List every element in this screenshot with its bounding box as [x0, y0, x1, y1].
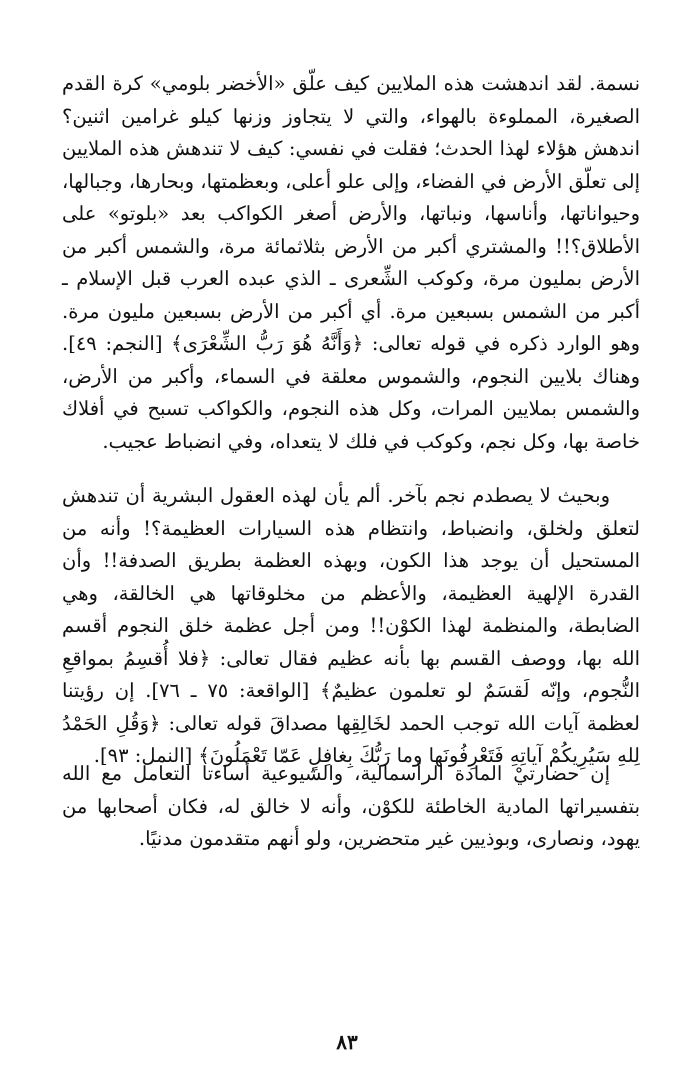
body-paragraph [62, 758, 640, 856]
body-paragraph [62, 480, 640, 773]
paragraph-text: نسمة. لقد اندهشت هذه الملايين كيف علّق «الأخضر بلومي» كرة القدم الصغيرة، المملوءة بالهواء، والتي لا يتجاوز وزنها كيلو غرامين اثنين؟ اندهش هؤلاء لهذا الحدث؛ فقلت في نفسي: كيف لا تندهش هذه الملايين إلى تعلّق الأرض في الفضاء، وإلى علو أعلى، وبعظمتها، وبحارها، وجبالها، وحيواناتها، وأناسها، ونباتها، والأرض أصغر الكواكب بعد «بلوتو» على الأطلاق؟!! والمشتري أكبر من الأرض بثلاثمائة مرة، والشمس أكبر من الأرض بمليون مرة، وكوكب الشِّعرى ـ الذي عبده العرب قبل الإسلام ـ أكبر من الشمس بسبعين مرة. أي أكبر من الأرض بسبعين مليون مرة. وهو الوارد ذكره في قوله تعالى: ﴿وَأَنَّهُ هُوَ رَبُّ الشِّعْرَى﴾ [النجم: ٤٩]. وهناك بلايين النجوم، والشموس معلقة في السماء، وأكبر من الأرض، والشمس بملايين المرات، وكل هذه النجوم، والكواكب تسبح في أفلاك خاصة بها، وكل نجم، وكوكب في فلك لا يتعداه، وفي انضباط عجيب. [62, 72, 640, 453]
page-number: ٨٣ [336, 1030, 358, 1054]
paragraph-text: وبحيث لا يصطدم نجم بآخر. ألم يأن لهذه العقول البشرية أن تندهش لتعلق ولخلق، وانضباط، وانتظام هذه السيارات العظيمة؟! وأنه من المستحيل أن يوجد هذا الكون، وبهذه العظمة بطريق الصدفة!! وأن القدرة الإلهية العظيمة، والأعظم من مخلوقاتها هي الخالقة، وهي الضابطة، والمنظمة لهذا الكوْن!! ومن أجل عظمة خلق النجوم أقسم الله بها، ووصف القسم بها بأنه عظيم فقال تعالى: ﴿فلا أُقسِمُ بمواقعِ النُّجوم، وإنّه لَقسَمٌ لو تعلمون عظيمٌ﴾ [الواقعة: ٧٥ ـ ٧٦]. إن رؤيتنا لعظمة آيات الله توجب الحمد لخَالِقِها مصداقَ قوله تعالى: ﴿وَقُلِ الحَمْدُ لِلهِ سَيُرِيكُمْ آياتِهِ فَتَعْرِفُونَها وما رَبُّكَ بِغافِلٍ عَمّا تَعْمَلُونَ﴾ [النمل: ٩٣]. [62, 484, 640, 767]
body-paragraph [62, 68, 640, 458]
paragraph-text: إن حضارتيْ المادة الرأسمالية، والشيوعية أساءتا التعامل مع الله بتفسيراتها المادية الخاطئة للكوْن، وأنه لا خالق له، فكان أصحابها من يهود، ونصارى، وبوذيين غير متحضرين، ولو أنهم متقدمون مدنيًا. [62, 762, 640, 850]
